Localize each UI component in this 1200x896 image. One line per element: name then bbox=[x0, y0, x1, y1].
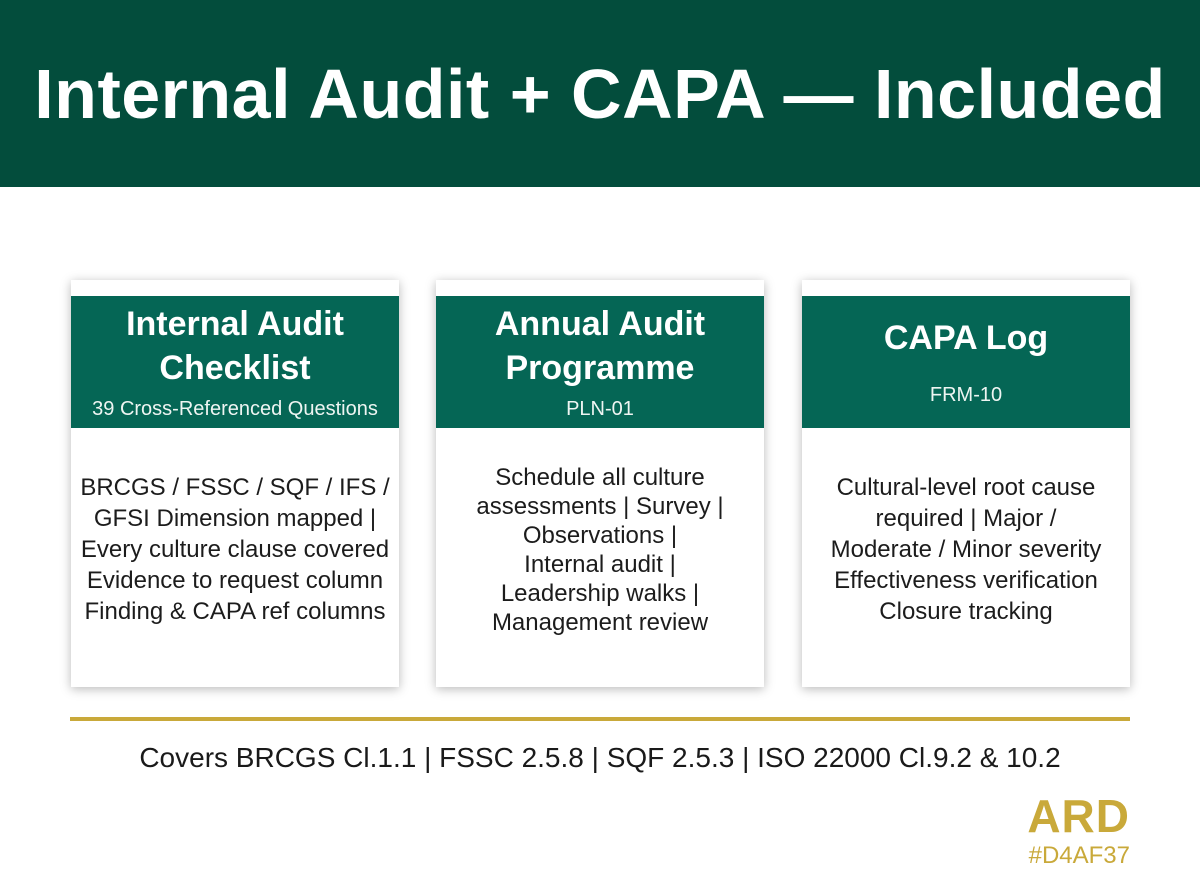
card-body-line: Moderate / Minor severity bbox=[830, 536, 1102, 563]
card-body bbox=[446, 428, 754, 687]
brand-name: ARD bbox=[1027, 790, 1130, 842]
card-capa-log bbox=[802, 280, 1130, 687]
card-body-line: assessments | Survey | bbox=[476, 492, 724, 520]
card-body-line: Effectiveness verification bbox=[834, 567, 1098, 594]
card-header bbox=[436, 296, 764, 428]
card-body-line: Observations | bbox=[522, 521, 678, 549]
card-body-line: Internal audit | bbox=[524, 550, 676, 578]
card-subtitle: FRM-10 bbox=[929, 384, 1003, 406]
card-body-line: Evidence to request column bbox=[86, 567, 384, 594]
card-body-line: Closure tracking bbox=[879, 598, 1053, 625]
card-body-line: Finding & CAPA ref columns bbox=[84, 598, 386, 625]
card-subtitle: 39 Cross-Referenced Questions bbox=[92, 398, 378, 420]
card-body bbox=[812, 428, 1120, 687]
card-body-line: BRCGS / FSSC / SQF / IFS / bbox=[80, 474, 390, 501]
card-title: CAPA Log bbox=[883, 319, 1049, 357]
gold-divider bbox=[70, 717, 1130, 721]
brand-mark bbox=[1027, 790, 1130, 870]
card-title: Internal Audit Checklist bbox=[126, 305, 344, 387]
card-header bbox=[71, 296, 399, 428]
brand-color-code: #D4AF37 bbox=[1028, 842, 1130, 869]
card-body-line: Every culture clause covered bbox=[80, 536, 390, 563]
standards-coverage-text: Covers BRCGS Cl.1.1 | FSSC 2.5.8 | SQF 2.5.3 | ISO 22000 Cl.9.2 & 10.2 bbox=[139, 742, 1061, 773]
card-body-line: required | Major / bbox=[875, 505, 1057, 532]
card-body-line: GFSI Dimension mapped | bbox=[93, 505, 377, 532]
card-header bbox=[802, 296, 1130, 428]
card-internal-audit-checklist bbox=[71, 280, 399, 687]
card-body-line: Schedule all culture bbox=[495, 463, 705, 491]
card-subtitle: PLN-01 bbox=[566, 398, 634, 420]
card-body-line: Leadership walks | bbox=[500, 579, 700, 607]
card-annual-audit-programme bbox=[436, 280, 764, 687]
page-title: Internal Audit + CAPA — Included bbox=[34, 54, 1166, 133]
title-banner bbox=[0, 0, 1200, 187]
card-body bbox=[81, 428, 389, 687]
card-body-line: Management review bbox=[491, 608, 709, 636]
card-title: Annual Audit Programme bbox=[494, 305, 706, 387]
card-body-line: Cultural-level root cause bbox=[836, 474, 1096, 501]
